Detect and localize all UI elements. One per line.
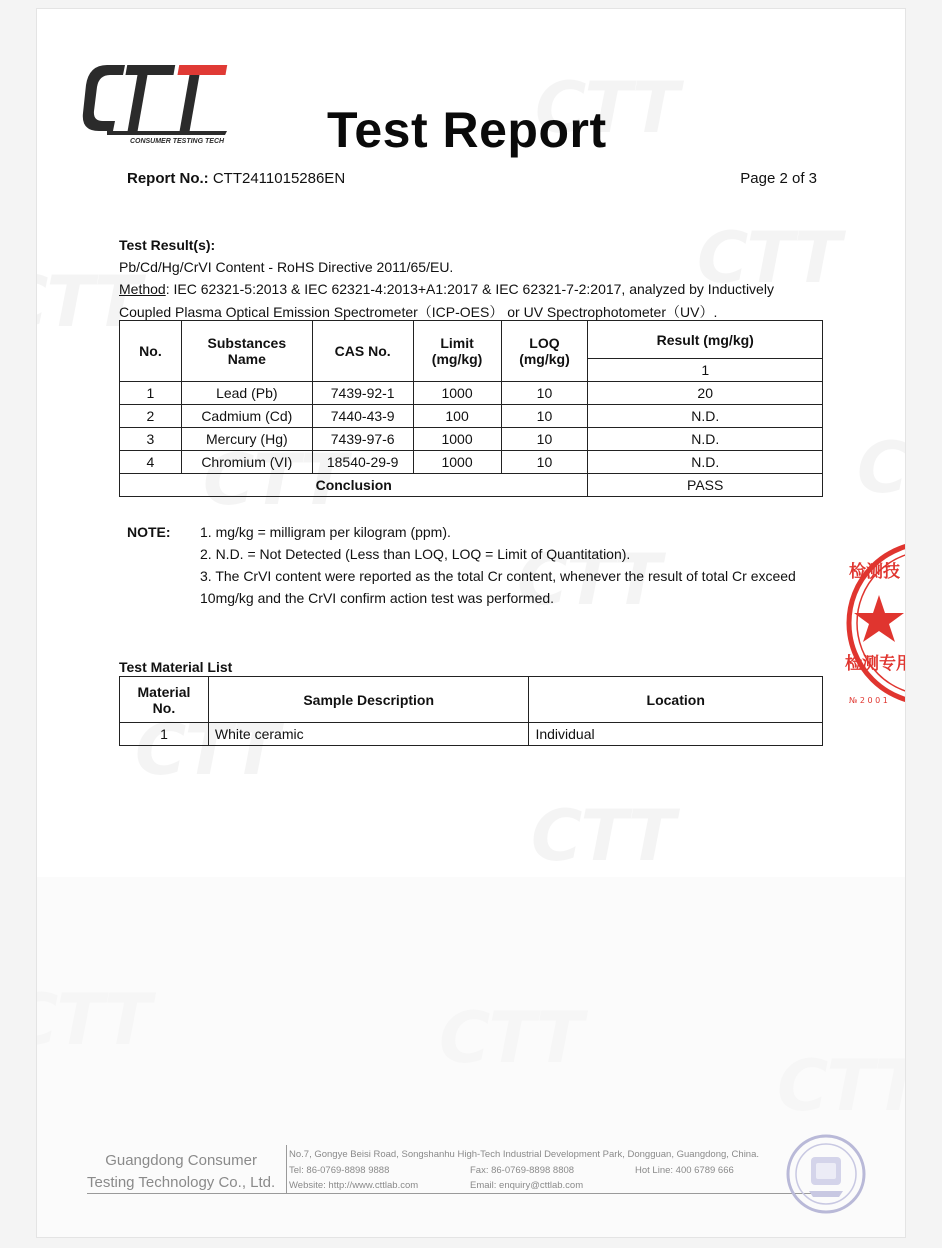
footer-tel: Tel: 86-0769-8898 9888: [289, 1165, 390, 1176]
note-label: NOTE:: [127, 524, 171, 540]
cell-no: 3: [120, 428, 182, 451]
footer-rule: [87, 1193, 812, 1194]
stamp-text-mid: 检测专用: [845, 654, 913, 674]
footer-address: No.7, Gongye Beisi Road, Songshanhu High-Tech Industrial Development Park, Dongguan, Guangdong, China.: [289, 1149, 760, 1160]
material-header-row: [120, 677, 823, 723]
header-sample-description: Sample Description: [208, 677, 529, 723]
cell-description: White ceramic: [208, 723, 529, 746]
header-loq-line1: LOQ: [529, 335, 560, 351]
header-cas: CAS No.: [312, 321, 413, 382]
conclusion-row: [120, 474, 823, 497]
conclusion-value: PASS: [588, 474, 823, 497]
note-item: 1. mg/kg = milligram per kilogram (ppm).: [200, 524, 451, 540]
cell-limit: 1000: [413, 451, 501, 474]
method-text: : IEC 62321-5:2013 & IEC 62321-4:2013+A1:2017 & IEC 62321-7-2:2017, analyzed by Inductively: [165, 281, 774, 297]
footer-company: [87, 1150, 275, 1194]
cell-substance: Mercury (Hg): [181, 428, 312, 451]
cell-cas: 7439-97-6: [312, 428, 413, 451]
report-number: [127, 170, 345, 187]
table-row: [120, 405, 823, 428]
header-substance-line1: Substances: [207, 335, 287, 351]
accreditation-seal-icon: [785, 1133, 867, 1215]
header-substance: [181, 321, 312, 382]
method-line: [119, 281, 774, 297]
header-substance-line2: Name: [227, 351, 266, 367]
cell-result: N.D.: [588, 405, 823, 428]
test-result-scope: Pb/Cd/Hg/CrVI Content - RoHS Directive 2011/65/EU.: [119, 259, 454, 275]
stamp-text-bottom: № 2 0 0 1: [849, 696, 888, 705]
page-number: Page 2 of 3: [740, 170, 817, 187]
cell-cas: 7439-92-1: [312, 382, 413, 405]
report-number-label: Report No.:: [127, 170, 209, 187]
stamp-star-icon: [854, 595, 904, 642]
table-row: [120, 382, 823, 405]
cell-limit: 100: [413, 405, 501, 428]
header-material-line1: Material: [137, 683, 191, 700]
method-line-2: Coupled Plasma Optical Emission Spectrometer（ICP-OES） or UV Spectrophotometer（UV）.: [119, 304, 718, 320]
watermark-logo: [531, 795, 673, 877]
header-loq: [501, 321, 588, 382]
cell-cas: 7440-43-9: [312, 405, 413, 428]
cell-no: 1: [120, 382, 182, 405]
header-material-no: [120, 677, 209, 723]
header-limit: [413, 321, 501, 382]
footer-hotline: Hot Line: 400 6789 666: [635, 1165, 734, 1176]
footer-divider: [286, 1145, 287, 1193]
cell-no: 2: [120, 405, 182, 428]
header-loq-line2: (mg/kg): [519, 351, 570, 367]
header-material-line2: No.: [152, 699, 176, 716]
cell-limit: 1000: [413, 428, 501, 451]
cell-substance: Cadmium (Cd): [181, 405, 312, 428]
cell-cas: 18540-29-9: [312, 451, 413, 474]
cell-limit: 1000: [413, 382, 501, 405]
report-page: [36, 8, 913, 1238]
header-location: Location: [529, 677, 823, 723]
cell-loq: 10: [501, 405, 588, 428]
ctt-logo: [77, 55, 229, 145]
footer-email: Email: enquiry@cttlab.com: [470, 1180, 584, 1191]
page-title: Test Report: [327, 102, 607, 158]
cell-result: 20: [588, 382, 823, 405]
cell-no: 4: [120, 451, 182, 474]
cell-result: N.D.: [588, 428, 823, 451]
cell-location: Individual: [529, 723, 823, 746]
table-row: [120, 451, 823, 474]
cell-loq: 10: [501, 428, 588, 451]
method-label: Method: [119, 281, 166, 297]
header-sample-number: 1: [588, 359, 823, 382]
header-result: Result (mg/kg): [588, 321, 823, 359]
report-number-value: CTT2411015286EN: [212, 170, 346, 187]
material-list-heading: Test Material List: [119, 659, 233, 675]
footer-company-line1: Guangdong Consumer: [105, 1152, 257, 1169]
cell-loq: 10: [501, 451, 588, 474]
watermark-logo: [857, 427, 906, 509]
footer-fax: Fax: 86-0769-8898 8808: [470, 1165, 575, 1176]
table-row: [120, 723, 823, 746]
cell-result: N.D.: [588, 451, 823, 474]
material-table: [119, 676, 823, 746]
results-table: [119, 320, 823, 497]
cell-loq: 10: [501, 382, 588, 405]
cell-material-no: 1: [120, 723, 209, 746]
note-item: 3. The CrVI content were reported as the total Cr content, whenever the result of total Cr exceed: [200, 568, 796, 584]
results-header-row: [120, 321, 823, 359]
test-result-heading: Test Result(s):: [119, 237, 216, 253]
footer-company-line2: Testing Technology Co., Ltd.: [87, 1174, 276, 1191]
cell-substance: Lead (Pb): [181, 382, 312, 405]
inspection-stamp: [843, 537, 913, 717]
note-item: 10mg/kg and the CrVI confirm action test was performed.: [200, 590, 555, 606]
footer-website: Website: http://www.cttlab.com: [289, 1180, 419, 1191]
stamp-text-top: 检测技: [849, 562, 900, 582]
table-row: [120, 428, 823, 451]
header-no: No.: [120, 321, 182, 382]
conclusion-label: Conclusion: [120, 474, 588, 497]
note-item: 2. N.D. = Not Detected (Less than LOQ, LOQ = Limit of Quantitation).: [200, 546, 631, 562]
logo-tagline: CONSUMER TESTING TECH: [129, 138, 225, 145]
header-limit-line1: Limit: [440, 335, 474, 351]
header-limit-line2: (mg/kg): [431, 351, 483, 367]
cell-substance: Chromium (VI): [181, 451, 312, 474]
